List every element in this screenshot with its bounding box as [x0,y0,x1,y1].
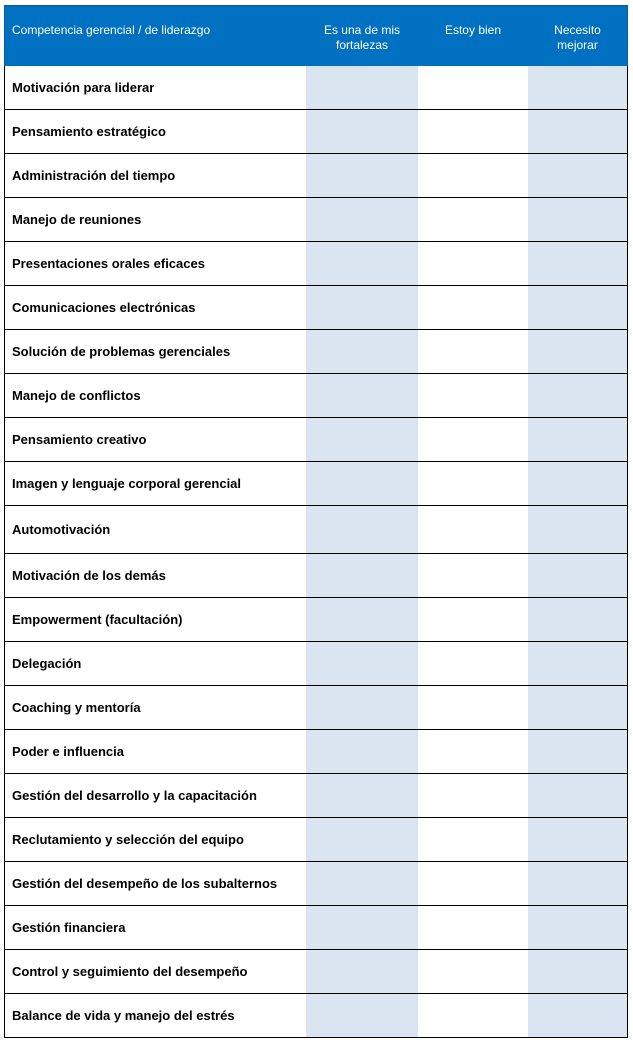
table-row [5,862,628,906]
competency-label: Automotivación [5,506,306,553]
improve-checkbox-cell[interactable] [528,994,628,1037]
ok-checkbox-cell[interactable] [418,686,528,729]
improve-checkbox-cell[interactable] [528,642,628,685]
strength-checkbox-cell[interactable] [306,462,418,505]
table-header [4,5,628,66]
table-row [5,110,628,154]
competency-label: Balance de vida y manejo del estrés [5,994,306,1037]
ok-checkbox-cell[interactable] [418,374,528,417]
strength-checkbox-cell[interactable] [306,642,418,685]
competency-label: Control y seguimiento del desempeño [5,950,306,993]
strength-checkbox-cell[interactable] [306,506,418,553]
competency-label: Poder e influencia [5,730,306,773]
improve-checkbox-cell[interactable] [528,906,628,949]
ok-checkbox-cell[interactable] [418,642,528,685]
improve-checkbox-cell[interactable] [528,818,628,861]
improve-checkbox-cell[interactable] [528,686,628,729]
ok-checkbox-cell[interactable] [418,330,528,373]
strength-checkbox-cell[interactable] [306,66,418,109]
header-strength-line1: Es una de mis [323,23,401,37]
competency-label: Manejo de reuniones [5,198,306,241]
improve-checkbox-cell[interactable] [528,374,628,417]
strength-checkbox-cell[interactable] [306,154,418,197]
competency-label: Empowerment (facultación) [5,598,306,641]
strength-checkbox-cell[interactable] [306,110,418,153]
ok-checkbox-cell[interactable] [418,554,528,597]
competency-label: Pensamiento creativo [5,418,306,461]
improve-checkbox-cell[interactable] [528,554,628,597]
competency-label: Manejo de conflictos [5,374,306,417]
competency-label: Presentaciones orales eficaces [5,242,306,285]
competency-label: Motivación para liderar [5,66,306,109]
strength-checkbox-cell[interactable] [306,686,418,729]
competency-label: Pensamiento estratégico [5,110,306,153]
improve-checkbox-cell[interactable] [528,506,628,553]
table-row [5,950,628,994]
strength-checkbox-cell[interactable] [306,554,418,597]
ok-checkbox-cell[interactable] [418,862,528,905]
ok-checkbox-cell[interactable] [418,198,528,241]
improve-checkbox-cell[interactable] [528,242,628,285]
strength-checkbox-cell[interactable] [306,818,418,861]
table-row [5,154,628,198]
header-strength-line2: fortalezas [335,38,389,52]
competency-label: Gestión financiera [5,906,306,949]
table-body [4,66,628,1038]
ok-checkbox-cell[interactable] [418,730,528,773]
strength-checkbox-cell[interactable] [306,418,418,461]
improve-checkbox-cell[interactable] [528,418,628,461]
strength-checkbox-cell[interactable] [306,730,418,773]
table-row [5,198,628,242]
table-row [5,598,628,642]
table-row [5,374,628,418]
competency-label: Reclutamiento y selección del equipo [5,818,306,861]
ok-checkbox-cell[interactable] [418,66,528,109]
improve-checkbox-cell[interactable] [528,198,628,241]
improve-checkbox-cell[interactable] [528,154,628,197]
competency-label: Solución de problemas gerenciales [5,330,306,373]
strength-checkbox-cell[interactable] [306,242,418,285]
improve-checkbox-cell[interactable] [528,598,628,641]
header-strength [306,6,418,66]
strength-checkbox-cell[interactable] [306,862,418,905]
table-row [5,66,628,110]
table-row [5,506,628,554]
table-row [5,462,628,506]
improve-checkbox-cell[interactable] [528,862,628,905]
ok-checkbox-cell[interactable] [418,418,528,461]
ok-checkbox-cell[interactable] [418,154,528,197]
improve-checkbox-cell[interactable] [528,462,628,505]
improve-checkbox-cell[interactable] [528,66,628,109]
strength-checkbox-cell[interactable] [306,330,418,373]
strength-checkbox-cell[interactable] [306,374,418,417]
table-row [5,818,628,862]
competency-label: Gestión del desempeño de los subalternos [5,862,306,905]
table-row [5,994,628,1038]
competency-label: Imagen y lenguaje corporal gerencial [5,462,306,505]
competency-label: Motivación de los demás [5,554,306,597]
improve-checkbox-cell[interactable] [528,774,628,817]
strength-checkbox-cell[interactable] [306,994,418,1037]
ok-checkbox-cell[interactable] [418,818,528,861]
strength-checkbox-cell[interactable] [306,774,418,817]
ok-checkbox-cell[interactable] [418,462,528,505]
ok-checkbox-cell[interactable] [418,906,528,949]
table-row [5,286,628,330]
competency-label: Delegación [5,642,306,685]
improve-checkbox-cell[interactable] [528,730,628,773]
strength-checkbox-cell[interactable] [306,198,418,241]
strength-checkbox-cell[interactable] [306,950,418,993]
ok-checkbox-cell[interactable] [418,598,528,641]
table-row [5,330,628,374]
competency-label: Coaching y mentoría [5,686,306,729]
strength-checkbox-cell[interactable] [306,906,418,949]
improve-checkbox-cell[interactable] [528,286,628,329]
ok-checkbox-cell[interactable] [418,774,528,817]
improve-checkbox-cell[interactable] [528,110,628,153]
header-ok: Estoy bien [444,23,502,37]
header-competency: Competencia gerencial / de liderazgo [12,23,211,37]
competency-label: Gestión del desarrollo y la capacitación [5,774,306,817]
header-improve-line1: Necesito [554,23,601,37]
ok-checkbox-cell[interactable] [418,110,528,153]
table-row [5,906,628,950]
ok-checkbox-cell[interactable] [418,506,528,553]
competency-table [4,5,628,1038]
table-row [5,642,628,686]
table-row [5,730,628,774]
table-row [5,774,628,818]
header-improve-line2: mejorar [557,38,598,52]
strength-checkbox-cell[interactable] [306,286,418,329]
ok-checkbox-cell[interactable] [418,286,528,329]
ok-checkbox-cell[interactable] [418,950,528,993]
improve-checkbox-cell[interactable] [528,950,628,993]
header-improve [528,6,627,66]
competency-label: Administración del tiempo [5,154,306,197]
table-row [5,242,628,286]
ok-checkbox-cell[interactable] [418,242,528,285]
strength-checkbox-cell[interactable] [306,598,418,641]
improve-checkbox-cell[interactable] [528,330,628,373]
ok-checkbox-cell[interactable] [418,994,528,1037]
table-row [5,554,628,598]
competency-label: Comunicaciones electrónicas [5,286,306,329]
table-row [5,686,628,730]
table-row [5,418,628,462]
